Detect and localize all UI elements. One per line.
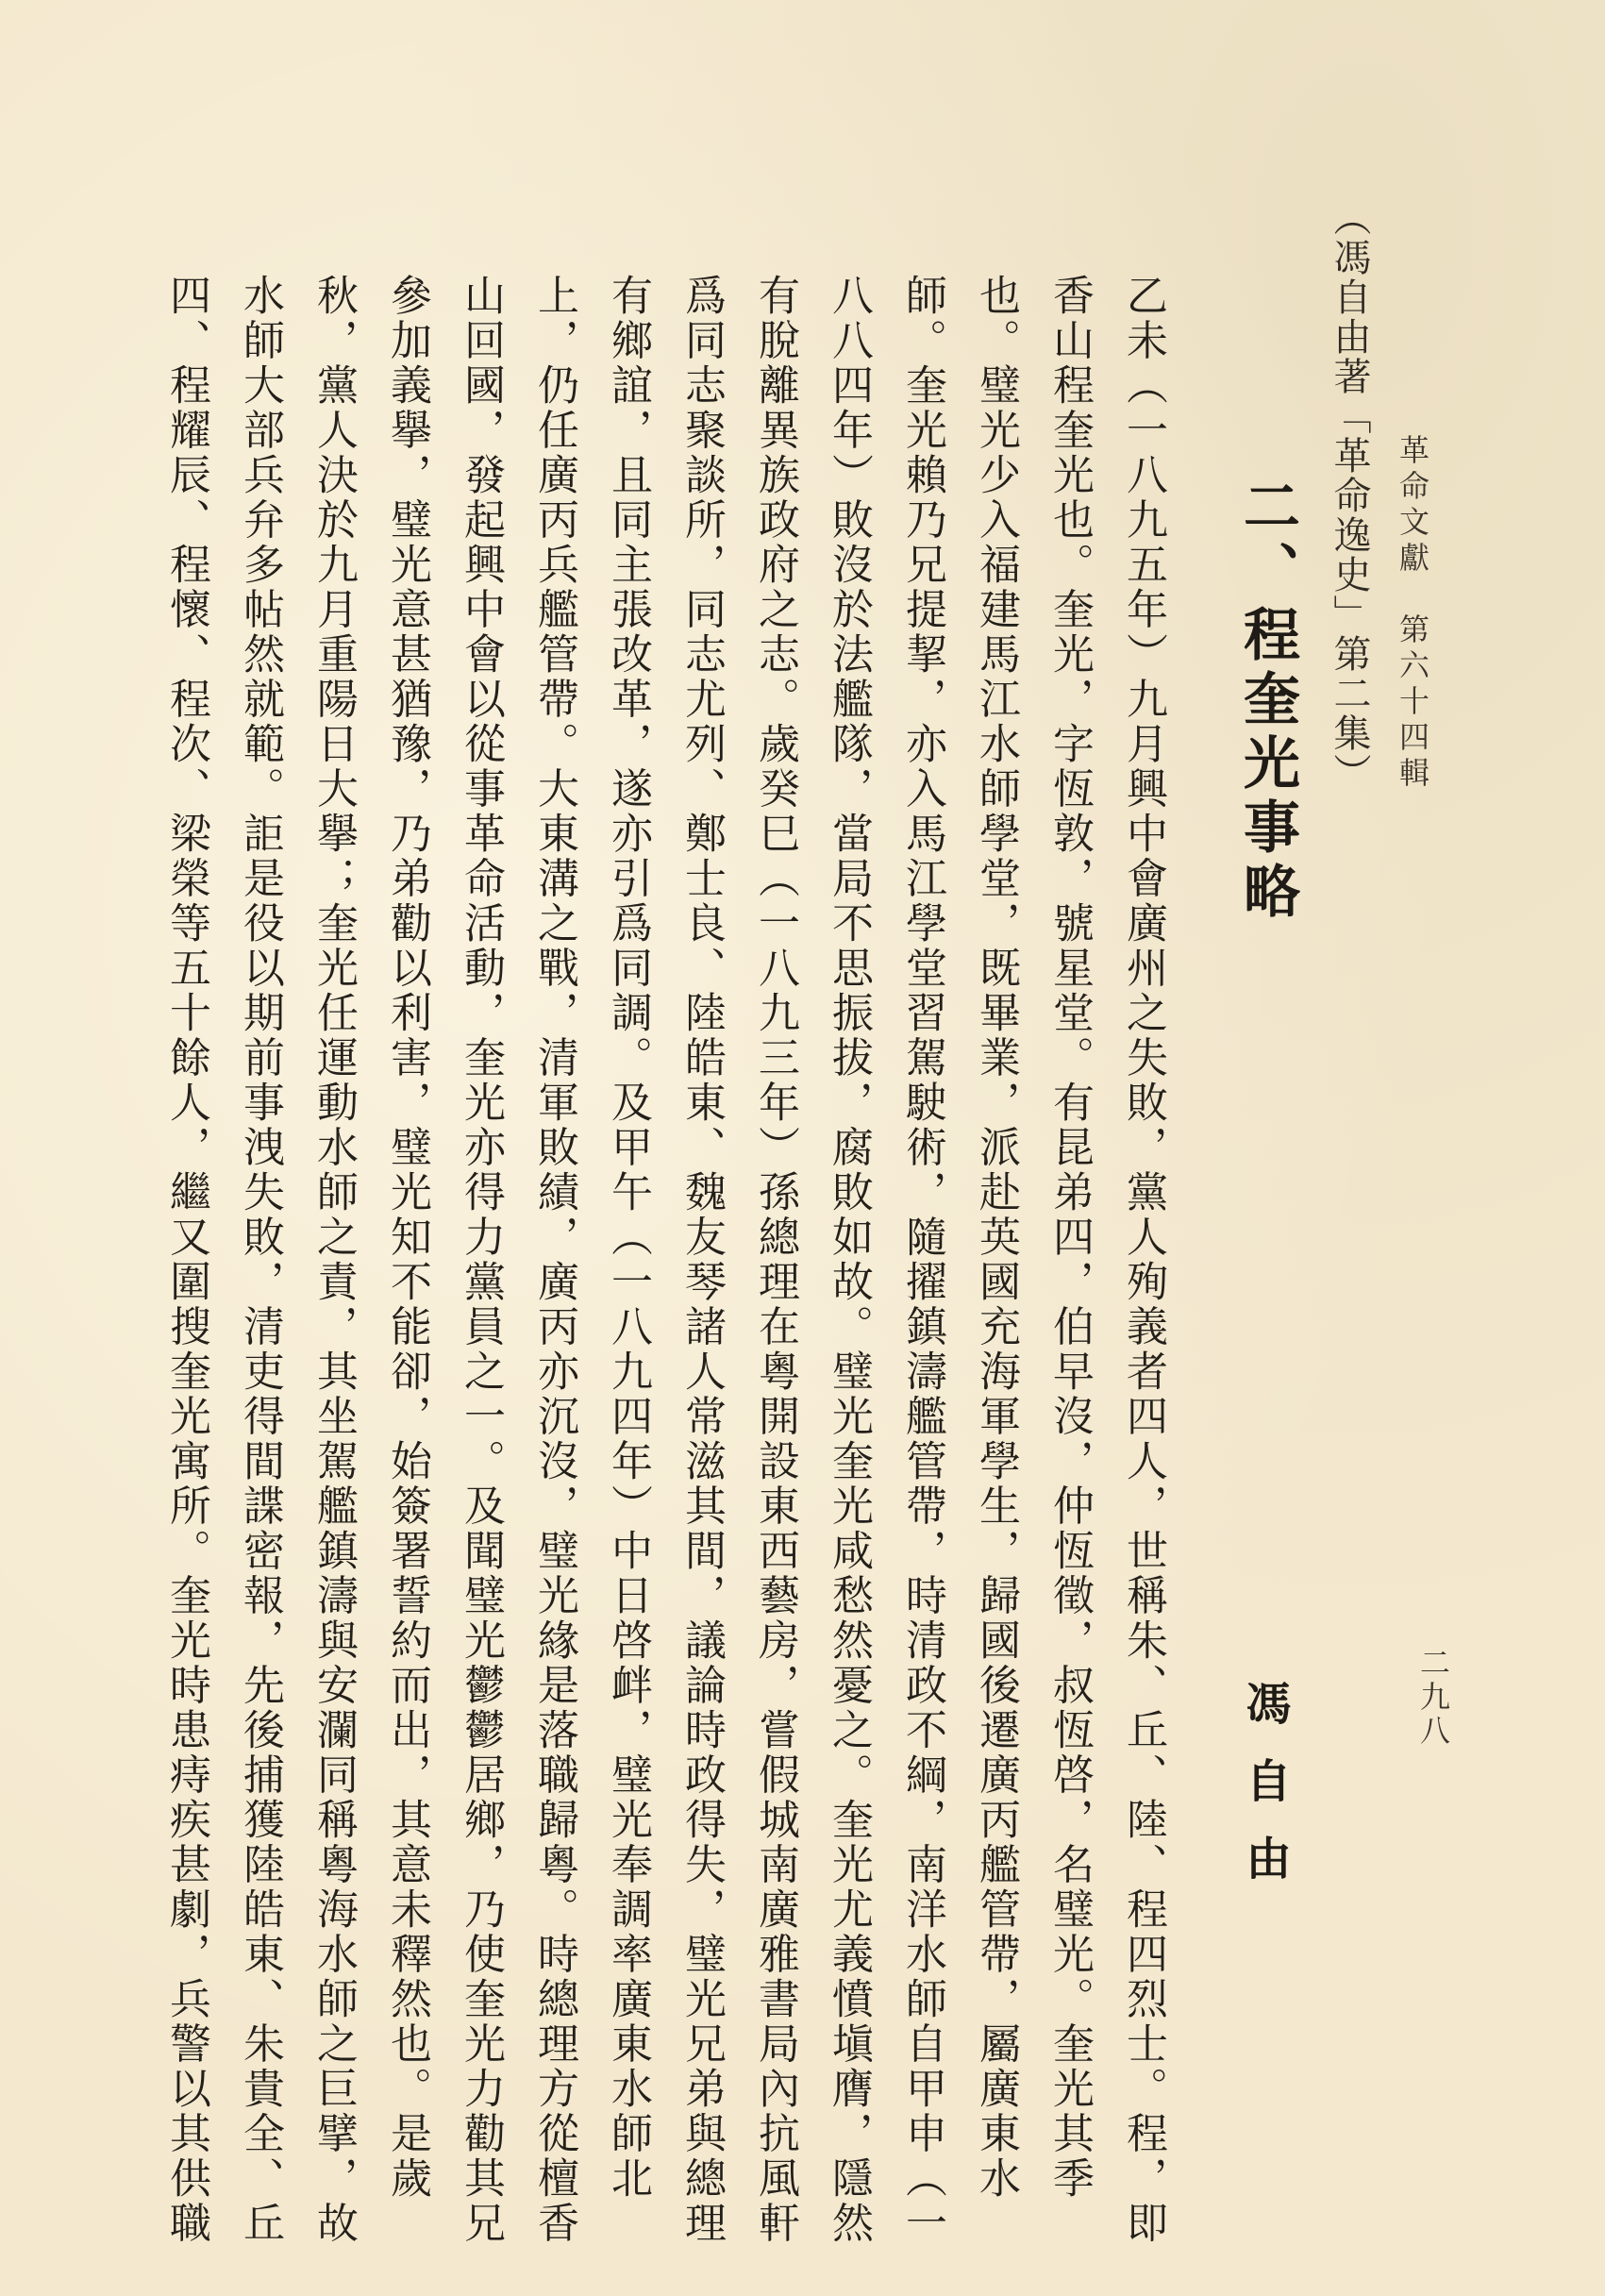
- body-column-6: 有脫離異族政府之志。歲癸巳（一八九三年）孫總理在粵開設東西藝房，嘗假城南廣雅書局內抗風軒: [751, 274, 799, 2246]
- body-column-13: 水師大部兵弁多帖然就範。詎是役以期前事洩失敗，清吏得間諜密報，先後捕獲陸皓東、朱貴全、丘: [236, 274, 284, 2246]
- source-note: （馮自由著「革命逸史」第二集）: [1328, 198, 1371, 793]
- body-column-9: 上，仍任廣丙兵艦管帶。大東溝之戰，清軍敗績，廣丙亦沉沒，璧光緣是落職歸粵。時總理方從檀香: [530, 274, 578, 2246]
- running-header: 革命文獻 第六十四輯: [1395, 434, 1430, 793]
- body-column-12: 秋，黨人決於九月重陽日大擧；奎光任運動水師之責，其坐駕艦鎮濤與安瀾同稱粵海水師之巨擘，故: [309, 274, 358, 2246]
- body-column-7: 爲同志聚談所，同志尤列、鄭士良、陸皓東、魏友琴諸人常滋其間，議論時政得失，璧光兄弟與總理: [677, 274, 726, 2246]
- article-author: 馮自由: [1238, 1680, 1291, 1912]
- body-column-1: 乙未（一八九五年）九月興中會廣州之失敗，黨人殉義者四人，世稱朱、丘、陸、程四烈士。程，即: [1119, 274, 1167, 2246]
- body-column-14: 四、程耀辰、程懷、程次、梁榮等五十餘人，繼又圍搜奎光寓所。奎光時患痔疾甚劇，兵警以其供職: [162, 274, 210, 2246]
- body-column-4: 師。奎光賴乃兄提挈，亦入馬江學堂習駕駛術，隨擢鎮濤艦管帶，時清政不綱，南洋水師自甲申（一: [898, 274, 946, 2246]
- body-column-2: 香山程奎光也。奎光，字恆敦，號星堂。有昆弟四，伯早沒，仲恆徵，叔恆啓，名璧光。奎光其季: [1045, 274, 1094, 2202]
- body-column-3: 也。璧光少入福建馬江水師學堂，既畢業，派赴英國充海軍學生，歸國後遷廣丙艦管帶，屬廣東水: [972, 274, 1020, 2202]
- article-title: 二、程奎光事略: [1234, 477, 1300, 926]
- body-column-5: 八八四年）敗沒於法艦隊，當局不思振拔，腐敗如故。璧光奎光咸愁然憂之。奎光尤義憤塡膺，隱然: [825, 274, 873, 2246]
- body-column-8: 有鄉誼，且同主張改革，遂亦引爲同調。及甲午（一八九四年）中日啓衅，璧光奉調率廣東水師北: [604, 274, 652, 2202]
- body-column-11: 參加義擧，璧光意甚猶豫，乃弟勸以利害，璧光知不能卻，始簽署誓約而出，其意未釋然也。是歲: [383, 274, 431, 2202]
- body-column-10: 山回國，發起興中會以從事革命活動，奎光亦得力黨員之一。及聞璧光鬱鬱居鄉，乃使奎光力勸其兄: [457, 274, 505, 2246]
- page-number: 二九八: [1415, 1647, 1451, 1749]
